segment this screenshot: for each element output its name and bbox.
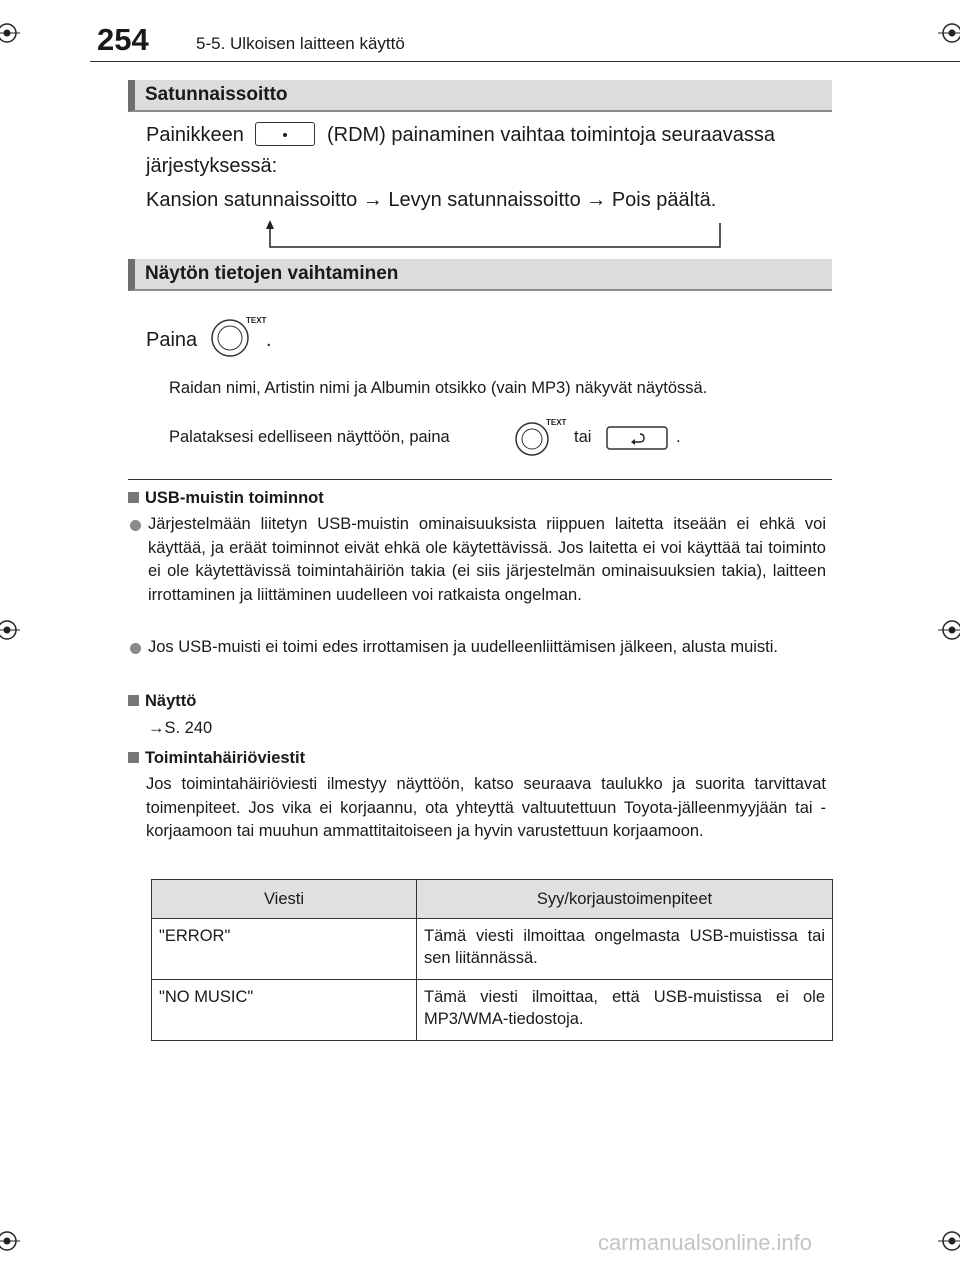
usb-heading-text: USB-muistin toiminnot [145, 489, 324, 507]
press-label: Paina [146, 329, 198, 351]
errors-text: Jos toimintahäiriöviesti ilmestyy näyttöön, katso seuraava taulukko ja suorita tarvittavat toimenpiteet. Jos vika ei korjaannu, ota yhteyttä valtuutettuun Toyota-jälleenmyyjään tai -korjaamoon tai muuhun ammattitaitoiseen ja hyvin varustettuun korjaamoon. [146, 775, 826, 840]
registration-mark-mid-right [932, 615, 960, 645]
random-play-pre: Painikkeen [146, 124, 244, 146]
chapter-title: 5-5. Ulkoisen laitteen käyttö [196, 34, 405, 53]
errors-heading-text: Toimintahäiriöviestit [145, 749, 306, 767]
watermark-text: carmanualsonline.info [598, 1230, 813, 1255]
display-heading [128, 692, 196, 711]
back-button-icon [606, 426, 668, 452]
registration-mark-bottom-left [0, 1226, 30, 1256]
cycle-arrow-icon [262, 220, 724, 250]
table-row [152, 980, 833, 1041]
registration-mark-top-left [0, 18, 30, 48]
table-cell-cause: Tämä viesti ilmoittaa, että USB-muistissa ei ole MP3/WMA-tiedostoja. [417, 980, 833, 1041]
random-play-post: (RDM) painaminen vaihtaa toimintoja seuraavassa [326, 124, 775, 146]
registration-mark-mid-left [0, 615, 30, 645]
knob-label: TEXT [246, 316, 267, 325]
text-knob-icon [210, 313, 270, 359]
table-header-row [152, 880, 833, 919]
random-play-line2: järjestyksessä: [146, 155, 278, 177]
header-rule [90, 61, 960, 62]
return-text-end: . [676, 428, 681, 446]
usb-bullet-1: Järjestelmään liitetyn USB-muistin ominaisuuksista riippuen laitetta itseään ei ehkä voi käyttää, ja eräät toiminnot eivät ehkä ole käytettävissä. Jos laitetta ei voi käyttää tai toiminto ei ole käytettävissä toimintahäiriön takia (ei siis järjestelmän ominaisuuksien takia), laitteen irrottaminen ja liittäminen uudelleen voi ratkaista ongelman. [148, 515, 826, 604]
return-text-pre: Palataksesi edelliseen näyttöön, paina [169, 428, 450, 446]
knob-label-2: TEXT [546, 418, 567, 427]
press-end: . [266, 329, 272, 351]
table-header-message: Viesti [152, 880, 417, 919]
table-row [152, 919, 833, 980]
usb-heading [128, 489, 324, 508]
return-text-mid: tai [574, 428, 592, 446]
display-heading-text: Näyttö [145, 692, 197, 710]
section-heading-display-change: Näytön tietojen vaihtaminen [128, 259, 832, 291]
bullet-circle-icon [130, 520, 141, 531]
registration-mark-top-right [932, 18, 960, 48]
display-ref: →S. 240 [148, 719, 213, 737]
section-heading-random-play: Satunnaissoitto [128, 80, 832, 112]
page-number: 254 [97, 22, 149, 57]
random-play-line1 [146, 120, 832, 151]
error-messages-table [151, 879, 833, 1041]
registration-mark-bottom-right [932, 1226, 960, 1256]
section-divider [128, 479, 832, 480]
usb-bullet-2: Jos USB-muisti ei toimi edes irrottamisen ja uudelleenliittämisen jälkeen, alusta muisti. [148, 638, 779, 656]
rdm-button-icon [255, 122, 315, 146]
bullet-circle-icon [130, 643, 141, 654]
display-info-text: Raidan nimi, Artistin nimi ja Albumin otsikko (vain MP3) näkyvät näytössä. [169, 379, 708, 397]
table-header-cause: Syy/korjaustoimenpiteet [417, 880, 833, 919]
table-cell-message: "ERROR" [152, 919, 417, 980]
random-play-sequence: Kansion satunnaissoitto → Levyn satunnaissoitto → Pois päältä. [146, 189, 717, 211]
table-cell-message: "NO MUSIC" [152, 980, 417, 1041]
text-knob-icon-2 [512, 416, 572, 462]
errors-heading [128, 749, 305, 768]
table-cell-cause: Tämä viesti ilmoittaa ongelmasta USB-muistissa tai sen liitännässä. [417, 919, 833, 980]
